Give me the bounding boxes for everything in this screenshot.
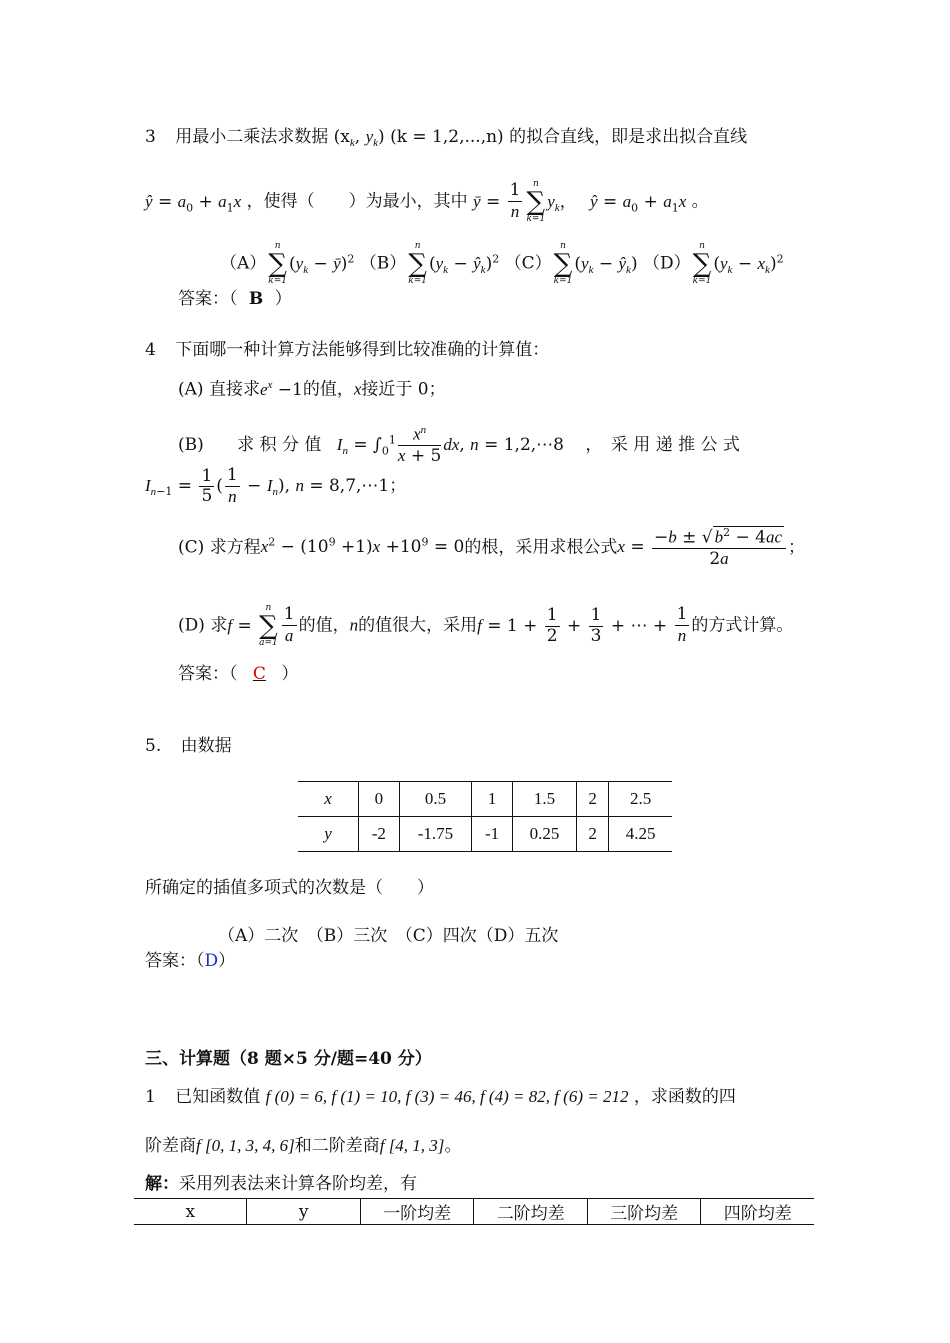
q3-mean-formula: ȳ = $\frac{1}{n}$ n ∑ k=1 $y_k$， (473, 179, 583, 224)
q4-option-a (178, 378, 446, 400)
q4-b-text2: ， 采 用 递 推 公 式 (585, 434, 740, 455)
q3-option-d-label: （D） (642, 253, 691, 274)
q4-d-var-n: n (349, 615, 359, 635)
q4-c-root-formula: x = $\frac{-b \pm √ b^2 - 4ac}{2a}$ (617, 537, 788, 557)
q3-fit-formula-2: ŷ = $a_0 + a_1x$ (590, 191, 687, 214)
q4-d-text4: 的方式计算。 (691, 615, 794, 636)
q5-row-y (298, 817, 672, 852)
q4-option-b (178, 424, 806, 467)
q3-number: 3 (145, 127, 156, 147)
q3-option-c-formula: n ∑ k=1 ($y_k$ − $ŷ_k$) (553, 241, 638, 286)
q4-a-text2: 的值， (302, 379, 354, 400)
q5-options: （A）二次 （B）三次 （C）四次（D）五次 (218, 926, 559, 946)
q4-d-sum: f = n ∑ a=1 $\frac{1}{a}$ (227, 603, 295, 648)
s3-q1-line1 (145, 1087, 736, 1107)
q4-b-integral: $I_n = \int_0^1$ $\frac{x^n}{x + 5}$ dx, n = 1,2,⋯8 (336, 424, 564, 467)
q5-row-x (298, 782, 672, 817)
q3-stem: 用最小二乘法求数据 (175, 127, 329, 147)
q4-a-text1: 直接求 (208, 379, 260, 400)
q3-option-d-formula: n ∑ k=1 $(y_k - x_k)^2$ (692, 241, 784, 286)
q4-answer-label: 答案：（ (178, 664, 238, 684)
q5-y-cell: 4.25 (609, 817, 672, 852)
q4-d-text1: 求 (210, 615, 228, 636)
q5-row-x-label: x (298, 782, 359, 817)
q5-answer-close: ） (218, 951, 236, 971)
s3-q1-line2a: 阶差商 (145, 1136, 196, 1156)
q5-line1 (145, 736, 232, 756)
s3-header-cell: 二阶均差 (474, 1199, 588, 1225)
q4-line1 (145, 340, 549, 360)
q5-y-cell: 0.25 (512, 817, 576, 852)
q4-option-c (178, 526, 805, 570)
q4-c-text3: ； (788, 537, 806, 558)
q3-line1 (145, 127, 747, 151)
q3-option-a-label: （A） (220, 253, 267, 274)
s3-q1-number: 1 (145, 1087, 156, 1107)
q3-answer (178, 289, 292, 309)
section3-title: 三、计算题（8 题×5 分/题=40 分） (145, 1049, 432, 1069)
q3-option-a-formula: n ∑ k=1 ($y_k$ − ȳ)$^2$ (268, 241, 355, 286)
q5-x-cell: 2.5 (609, 782, 672, 817)
s3-q1-text2: ，求函数的四 (633, 1087, 736, 1107)
q3-option-c-label: （C） (504, 253, 552, 274)
q4-c-label: (C) (178, 537, 205, 558)
s3-q1-values: f (0) = 6, f (1) = 10, f (3) = 46, f (4) = 82, f (6) = 212 (265, 1087, 629, 1106)
q5-number: 5. (145, 736, 162, 756)
s3-header-cell: 四阶均差 (701, 1199, 814, 1225)
q5-data-table (298, 781, 672, 852)
q4-a-var-x: x (353, 379, 362, 399)
q4-answer (178, 664, 298, 684)
s3-q1-fourth-difference: f [0, 1, 3, 4, 6] (196, 1136, 295, 1155)
q4-b-recurrence: $I_{n-1}$ = $\frac{1}{5}$ ( $\frac{1}{n}$ − $I_n$), n = 8,7,⋯1 (145, 465, 390, 507)
q3-answer-close: ） (274, 289, 292, 309)
q4-a-formula: $e^x -1$ (259, 379, 303, 400)
q5-answer-value: D (204, 951, 219, 971)
q5-row-y-label: y (298, 817, 359, 852)
q5-answer (145, 951, 235, 971)
q5-x-cell: 0 (359, 782, 400, 817)
q5-question: 所确定的插值多项式的次数是（ ） (145, 878, 434, 898)
q5-y-cell: 2 (576, 817, 608, 852)
q4-c-text1: 求方程 (209, 537, 261, 558)
q4-a-text3: 接近于 0； (361, 379, 446, 400)
q4-option-b-line2 (145, 466, 406, 507)
q5-x-cell: 2 (576, 782, 608, 817)
s3-header-cell: 一阶均差 (360, 1199, 474, 1225)
q5-answer-label: 答案：（ (145, 951, 205, 971)
q3-line2-end: 。 (691, 191, 709, 212)
q3-data-pair: ($x_k$, $y_k$) (333, 127, 385, 150)
q4-b-line2-end: ； (389, 476, 407, 497)
q5-y-cell: -2 (359, 817, 400, 852)
q3-fit-formula: ŷ = $a_0 + a_1x$ (145, 191, 242, 214)
q3-options (220, 242, 784, 286)
q5-stem: 由数据 (180, 736, 232, 756)
q5-x-cell: 0.5 (399, 782, 472, 817)
q4-option-d (178, 604, 793, 648)
s3-q1-second-difference: f [4, 1, 3] (379, 1136, 445, 1155)
s3-q1-line2 (145, 1136, 461, 1156)
q4-a-label: (A) (178, 379, 204, 400)
q5-y-cell: -1 (472, 817, 513, 852)
s3-solution (145, 1174, 417, 1194)
q3-stem-after: 的拟合直线，即是求出拟合直线 (509, 127, 748, 147)
s3-header-cell: x (185, 1201, 196, 1222)
q4-c-text2: 的根，采用求根公式 (464, 537, 618, 558)
q3-line2 (145, 180, 709, 224)
q3-answer-value: B (248, 289, 264, 309)
s3-q1-line2b: 和二阶差商 (294, 1136, 380, 1156)
q4-d-label: (D) (178, 615, 205, 636)
q4-answer-close: ） (281, 664, 299, 684)
q4-d-series: f = 1 + $\frac{1}{2}$ + $\frac{1}{3}$ + ⋯ + $\frac{1}{n}$ (477, 604, 688, 646)
q3-option-b-label: （B） (359, 253, 407, 274)
q4-stem: 下面哪一种计算方法能够得到比较准确的计算值： (175, 340, 550, 360)
q5-x-cell: 1 (472, 782, 513, 817)
q4-number: 4 (145, 340, 156, 360)
q4-answer-value: C (252, 664, 266, 684)
s3-header-cell: y (247, 1199, 360, 1225)
q4-c-equation: $x^2 - (10^9 +1)x +10^9 = 0$ (260, 535, 465, 558)
q3-line2-mid: ，使得（ ）为最小，其中 (246, 191, 468, 212)
q5-y-cell: -1.75 (399, 817, 472, 852)
s3-difference-table-header (134, 1199, 814, 1225)
s3-q1-text1: 已知函数值 (175, 1087, 261, 1107)
q4-b-text1: 求 积 分 值 (237, 434, 322, 455)
s3-solution-text: 采用列表法来计算各阶均差，有 (179, 1174, 417, 1194)
q3-option-b-formula: n ∑ k=1 ($y_k$ − $ŷ_k)^2$ (408, 241, 500, 286)
s3-solution-label: 解： (145, 1174, 179, 1194)
q3-answer-label: 答案：（ (178, 289, 238, 309)
q4-d-text2: 的值， (298, 615, 350, 636)
q3-k-range: (k = 1,2,...,n) (390, 127, 504, 147)
s3-header-cell: 三阶均差 (587, 1199, 701, 1225)
q5-x-cell: 1.5 (512, 782, 576, 817)
q4-d-text3: 的值很大，采用 (358, 615, 478, 636)
s3-difference-table (134, 1198, 814, 1225)
q4-b-label: (B) (178, 434, 204, 455)
s3-q1-line2c: 。 (444, 1136, 462, 1156)
